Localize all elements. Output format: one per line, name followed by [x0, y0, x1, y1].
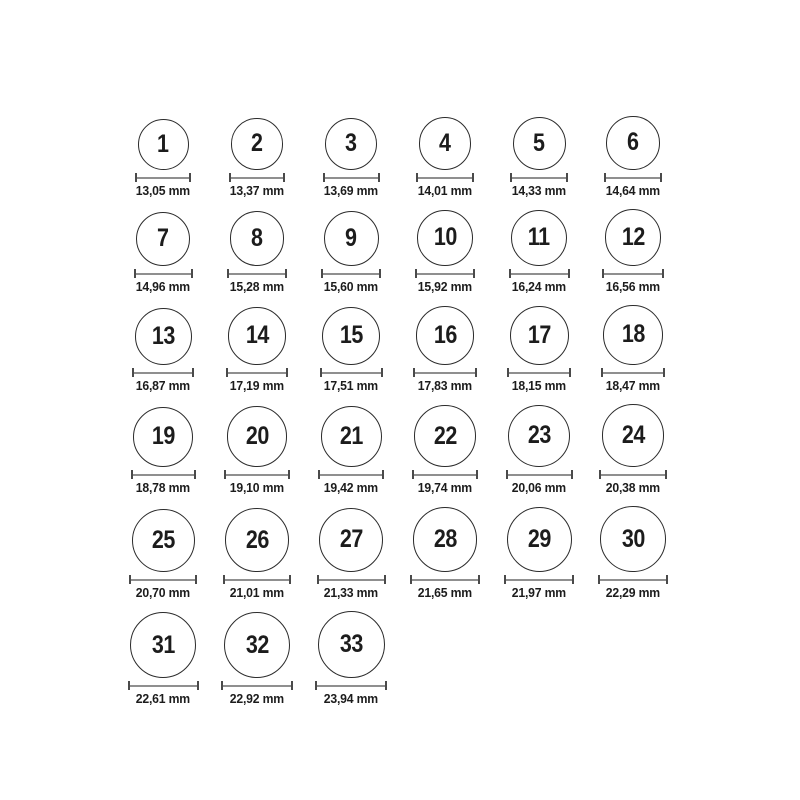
diameter-label: 22,29 mm: [605, 584, 661, 600]
diameter-measure-line: [416, 173, 474, 182]
ring-circle: [321, 406, 382, 467]
ring-size-number: 9: [345, 223, 357, 252]
ring-size-number: 14: [245, 321, 269, 350]
ring-size-row: [116, 116, 800, 198]
diameter-measure-line: [412, 470, 479, 479]
diameter-measure-line: [317, 575, 386, 584]
diameter-measure-line: [227, 269, 287, 278]
diameter-measure-line: [229, 173, 286, 182]
diameter-label: 22,61 mm: [135, 691, 191, 707]
ring-size-cell: [586, 404, 680, 495]
ring-circle: [225, 508, 289, 572]
ring-circle: [507, 507, 572, 572]
ring-size-number: 31: [151, 630, 175, 659]
ring-circle: [413, 507, 478, 572]
diameter-label: 16,56 mm: [605, 278, 661, 294]
diameter-label: 14,01 mm: [417, 182, 473, 198]
diameter-measure-line: [315, 681, 387, 690]
diameter-measure-line: [134, 269, 193, 278]
ring-size-cell: [398, 405, 492, 495]
diameter-label: 19,10 mm: [229, 479, 285, 495]
ring-circle: [416, 306, 475, 365]
diameter-measure-line: [226, 368, 289, 377]
ring-size-number: 25: [151, 525, 175, 554]
diameter-label: 15,60 mm: [323, 278, 379, 294]
ring-size-cell: [492, 117, 586, 199]
ring-size-cell: [586, 116, 680, 198]
diameter-label: 17,51 mm: [323, 377, 379, 393]
ring-size-cell: [304, 406, 398, 496]
diameter-label: 16,87 mm: [135, 377, 191, 393]
ring-size-cell: [116, 612, 210, 707]
diameter-label: 13,05 mm: [135, 182, 191, 198]
ring-size-number: 18: [621, 320, 645, 349]
ring-circle: [130, 612, 196, 678]
diameter-label: 21,65 mm: [417, 584, 473, 600]
ring-size-cell: [116, 407, 210, 496]
ring-size-cell: [586, 305, 680, 393]
ring-size-number: 2: [251, 129, 263, 158]
ring-size-cell: [304, 211, 398, 295]
ring-size-cell: [210, 612, 304, 707]
diameter-measure-line: [132, 368, 194, 377]
ring-circle: [319, 508, 383, 572]
ring-circle: [417, 210, 473, 266]
ring-size-number: 1: [157, 129, 169, 158]
ring-size-number: 12: [621, 222, 645, 251]
ring-circle: [135, 308, 192, 365]
ring-size-number: 15: [339, 321, 363, 350]
diameter-measure-line: [128, 681, 199, 690]
ring-circle: [325, 118, 377, 170]
ring-size-cell: [304, 118, 398, 199]
ring-circle: [227, 406, 288, 467]
ring-size-number: 30: [621, 524, 645, 553]
ring-size-row: [116, 404, 800, 495]
diameter-label: 17,83 mm: [417, 377, 473, 393]
diameter-label: 20,38 mm: [605, 479, 661, 495]
ring-circle: [600, 506, 666, 572]
diameter-label: 17,19 mm: [229, 377, 285, 393]
diameter-measure-line: [504, 575, 574, 584]
ring-size-cell: [492, 507, 586, 601]
ring-circle: [322, 307, 380, 365]
ring-size-cell: [492, 405, 586, 496]
ring-size-number: 29: [527, 524, 551, 553]
ring-circle: [419, 117, 472, 170]
ring-circle: [602, 404, 665, 467]
diameter-label: 14,96 mm: [135, 278, 191, 294]
diameter-label: 14,33 mm: [511, 182, 567, 198]
ring-circle: [228, 307, 286, 365]
diameter-label: 21,01 mm: [229, 584, 285, 600]
diameter-label: 18,15 mm: [511, 377, 567, 393]
diameter-measure-line: [321, 269, 381, 278]
ring-size-row: [116, 305, 800, 393]
ring-size-cell: [116, 212, 210, 295]
ring-circle: [133, 407, 193, 467]
diameter-label: 16,24 mm: [511, 278, 567, 294]
ring-size-number: 20: [245, 422, 269, 451]
ring-size-cell: [586, 506, 680, 600]
diameter-measure-line: [415, 269, 476, 278]
ring-size-cell: [210, 406, 304, 495]
diameter-label: 22,92 mm: [229, 691, 285, 707]
ring-circle: [508, 405, 570, 467]
diameter-label: 23,94 mm: [323, 691, 379, 707]
diameter-label: 19,74 mm: [417, 479, 473, 495]
ring-size-number: 13: [151, 321, 175, 350]
ring-size-cell: [398, 306, 492, 393]
diameter-measure-line: [507, 368, 571, 377]
ring-circle: [513, 117, 566, 170]
ring-size-number: 8: [251, 223, 263, 252]
ring-size-number: 7: [157, 224, 169, 253]
ring-size-cell: [210, 307, 304, 393]
diameter-label: 14,64 mm: [605, 182, 661, 198]
diameter-label: 15,92 mm: [417, 278, 473, 294]
ring-size-row: [116, 209, 800, 294]
ring-size-number: 11: [528, 223, 550, 252]
diameter-label: 18,78 mm: [135, 479, 191, 495]
diameter-label: 15,28 mm: [229, 278, 285, 294]
ring-size-cell: [210, 211, 304, 294]
ring-circle: [606, 116, 660, 170]
ring-size-cell: [398, 507, 492, 600]
diameter-measure-line: [599, 470, 667, 479]
diameter-label: 18,47 mm: [605, 377, 661, 393]
ring-size-cell: [304, 508, 398, 601]
diameter-label: 20,06 mm: [511, 479, 567, 495]
ring-size-cell: [398, 117, 492, 198]
ring-size-number: 26: [245, 525, 269, 554]
diameter-measure-line: [318, 470, 384, 479]
diameter-label: 21,97 mm: [511, 584, 567, 600]
ring-circle: [511, 210, 567, 266]
diameter-measure-line: [323, 173, 380, 182]
diameter-measure-line: [506, 470, 573, 479]
ring-size-cell: [116, 509, 210, 601]
diameter-measure-line: [509, 269, 570, 278]
diameter-measure-line: [131, 470, 196, 479]
diameter-measure-line: [413, 368, 477, 377]
ring-size-number: 21: [339, 421, 363, 450]
ring-size-cell: [210, 118, 304, 198]
ring-size-number: 4: [439, 128, 451, 157]
ring-size-number: 24: [621, 421, 645, 450]
ring-size-number: 22: [433, 421, 457, 450]
ring-circle: [324, 211, 379, 266]
diameter-measure-line: [602, 269, 664, 278]
ring-size-number: 23: [527, 421, 551, 450]
ring-circle: [318, 611, 385, 678]
ring-size-number: 27: [339, 525, 363, 554]
diameter-measure-line: [604, 173, 663, 182]
diameter-measure-line: [223, 575, 292, 584]
diameter-measure-line: [601, 368, 666, 377]
diameter-measure-line: [224, 470, 290, 479]
ring-size-number: 16: [433, 320, 457, 349]
ring-circle: [224, 612, 291, 679]
ring-size-cell: [304, 307, 398, 394]
ring-size-cell: [210, 508, 304, 600]
ring-size-cell: [492, 210, 586, 295]
ring-size-cell: [116, 119, 210, 199]
ring-size-cell: [398, 210, 492, 294]
ring-size-number: 32: [245, 630, 269, 659]
diameter-measure-line: [320, 368, 383, 377]
ring-size-number: 10: [433, 223, 457, 252]
diameter-measure-line: [135, 173, 191, 182]
ring-size-number: 33: [339, 630, 363, 659]
ring-size-number: 3: [345, 129, 357, 157]
ring-circle: [132, 509, 195, 572]
ring-size-row: [116, 506, 800, 600]
diameter-measure-line: [221, 681, 293, 690]
ring-circle: [231, 118, 283, 170]
ring-size-number: 5: [533, 128, 545, 157]
diameter-label: 20,70 mm: [135, 584, 191, 600]
diameter-measure-line: [410, 575, 480, 584]
ring-size-cell: [492, 306, 586, 394]
diameter-measure-line: [129, 575, 197, 584]
ring-circle: [414, 405, 476, 467]
diameter-measure-line: [598, 575, 669, 584]
ring-size-number: 17: [527, 320, 551, 349]
ring-circle: [138, 119, 189, 170]
diameter-label: 19,42 mm: [323, 479, 379, 495]
ring-size-number: 6: [627, 128, 639, 157]
ring-size-cell: [116, 308, 210, 394]
ring-circle: [136, 212, 190, 266]
ring-circle: [510, 306, 569, 365]
diameter-label: 13,69 mm: [323, 182, 379, 198]
ring-circle: [603, 305, 663, 365]
ring-size-cell: [586, 209, 680, 294]
ring-size-cell: [304, 611, 398, 707]
diameter-label: 21,33 mm: [323, 584, 379, 600]
ring-size-number: 19: [151, 422, 175, 451]
ring-circle: [230, 211, 285, 266]
ring-size-number: 28: [433, 525, 457, 554]
diameter-measure-line: [510, 173, 568, 182]
ring-circle: [605, 209, 662, 266]
diameter-label: 13,37 mm: [229, 182, 285, 198]
ring-size-row: [116, 611, 800, 707]
